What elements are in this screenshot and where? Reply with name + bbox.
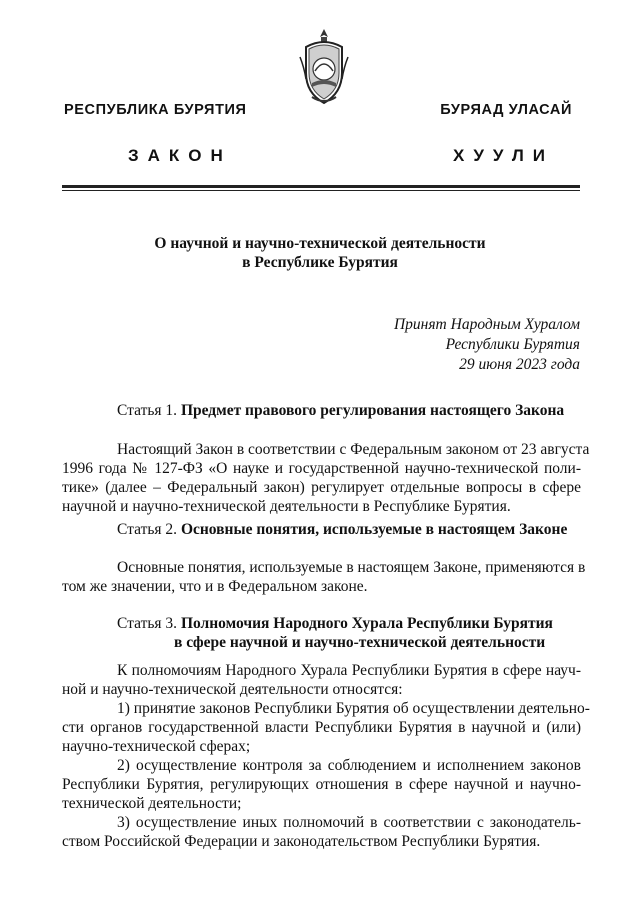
article-3-line-5: научно-технической сферах;	[62, 738, 251, 755]
article-1-label: Статья 1.	[117, 402, 178, 419]
article-2-line-1: Основные понятия, используемые в настоящем Законе, применяются в	[117, 559, 586, 576]
article-3-line-1: К полномочиям Народного Хурала Республики Бурятия в сфере науч-	[117, 662, 581, 679]
adoption-note-line-2: Республики Бурятия	[445, 336, 580, 353]
law-title-line-2: в Республике Бурятия	[242, 254, 398, 271]
coat-of-arms-emblem	[298, 27, 350, 107]
article-3-line-3: 1) принятие законов Республики Бурятия об осуществлении деятельно-	[117, 700, 590, 717]
adoption-note	[394, 315, 580, 375]
header-republic-bua: БУРЯАД УЛАСАЙ	[440, 102, 572, 118]
article-3-title-line-1: Полномочия Народного Хурала Республики Бурятия	[180, 615, 553, 632]
header-divider-thick	[62, 185, 580, 188]
law-title	[60, 234, 580, 272]
article-1-heading	[117, 401, 564, 421]
doc-type-ru: ЗАКОН	[128, 146, 232, 165]
article-3-line-2: ной и научно-технической деятельности относятся:	[62, 681, 403, 698]
doc-type-bua: ХУУЛИ	[453, 146, 554, 165]
article-1-line-2: 1996 года № 127-ФЗ «О науке и государственной научно-технической поли-	[62, 460, 581, 477]
article-3-label: Статья 3.	[117, 615, 178, 632]
article-2-label: Статья 2.	[117, 521, 178, 538]
article-2-title: Основные понятия, используемые в настоящем Законе	[180, 521, 568, 538]
article-3-heading	[117, 614, 553, 634]
article-3-line-7: Республики Бурятия, регулирующих отношения в сфере научной и научно-	[62, 776, 581, 793]
header-divider-thin	[62, 190, 580, 191]
article-1-title: Предмет правового регулирования настоящего Закона	[180, 402, 565, 419]
article-2-heading	[117, 520, 567, 540]
article-3-line-10: ством Российской Федерации и законодательством Республики Бурятия.	[62, 833, 541, 850]
article-2-line-2: том же значении, что и в Федеральном законе.	[62, 578, 368, 595]
article-1-line-1: Настоящий Закон в соответствии с Федеральным законом от 23 августа	[117, 441, 590, 458]
adoption-note-line-1: Принят Народным Хуралом	[393, 316, 580, 333]
article-3-line-6: 2) осуществление контроля за соблюдением и исполнением законов	[117, 757, 581, 774]
law-title-line-1: О научной и научно-технической деятельности	[154, 235, 486, 252]
article-3-line-9: 3) осуществление иных полномочий в соответствии с законодатель-	[117, 814, 581, 831]
article-3-line-8: технической деятельности;	[62, 795, 242, 812]
article-1-line-3: тике» (далее – Федеральный закон) регулирует отдельные вопросы в сфере	[62, 479, 581, 496]
header-republic-ru: РЕСПУБЛИКА БУРЯТИЯ	[64, 102, 247, 118]
article-1-line-4: научной и научно-технической деятельности в Республике Бурятия.	[62, 498, 511, 515]
article-3-line-4: сти органов государственной власти Республики Бурятия в научной и (или)	[62, 719, 581, 736]
article-3-title-line-2: в сфере научной и научно-технической деятельности	[174, 634, 546, 651]
adoption-note-line-3: 29 июня 2023 года	[459, 356, 580, 373]
